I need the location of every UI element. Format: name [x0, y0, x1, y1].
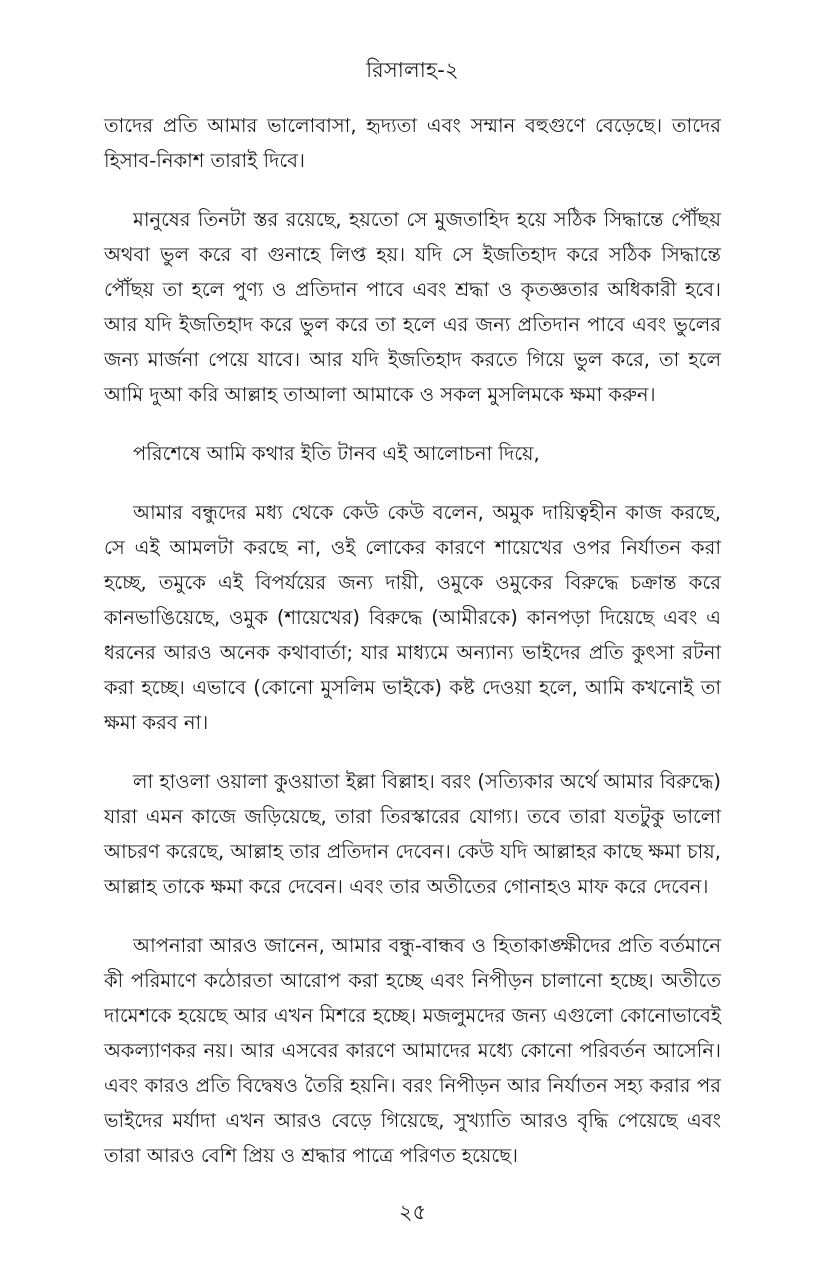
running-head-title: রিসালাহ-২ — [366, 58, 459, 82]
paragraph-persecution: আপনারা আরও জানেন, আমার বন্ধু-বান্ধব ও হিতাকাঙ্ক্ষীদের প্রতি বর্তমানে কী পরিমাণে কঠোরতা আরোপ করা হচ্ছে এবং নিপীড়ন চালানো হচ্ছে। অতীতে দামেশকে হয়েছে আর এখন মিশরে হচ্ছে। মজলুমদের জন্য এগুলো কোনোভাবেই অকল্যাণকর নয়। আর এসবের কারণে আমাদের মধ্যে কোনো পরিবর্তন আসেনি। এবং কারও প্রতি বিদ্বেষও তৈরি হয়নি। বরং নিপীড়ন আর নির্যাতন সহ্য করার পর ভাইদের মর্যাদা এখন আরও বেড়ে গিয়েছে, সুখ্যাতি আরও বৃদ্ধি পেয়েছে এবং তারা আরও বেশি প্রিয় ও শ্রদ্ধার পাত্রে পরিণত হয়েছে। — [104, 934, 721, 1167]
paragraph-conclusion-intro: পরিশেষে আমি কথার ইতি টানব এই আলোচনা দিয়ে, — [133, 442, 540, 465]
page-number: ২৫ — [398, 1200, 427, 1224]
body-text — [104, 108, 721, 1197]
paragraph-continuation: তাদের প্রতি আমার ভালোবাসা, হৃদ্যতা এবং সম্মান বহুগুণে বেড়েছে। তাদের হিসাব-নিকাশ তারাই দিবে। — [104, 114, 721, 172]
paragraph-three-levels: মানুষের তিনটা স্তর রয়েছে, হয়তো সে মুজতাহিদ হয়ে সঠিক সিদ্ধান্তে পৌঁছয় অথবা ভুল করে বা গুনাহে লিপ্ত হয়। যদি সে ইজতিহাদ করে সঠিক সিদ্ধান্তে পৌঁছয় তা হলে পুণ্য ও প্রতিদান পাবে এবং শ্রদ্ধা ও কৃতজ্ঞতার অধিকারী হবে। আর যদি ইজতিহাদ করে ভুল করে তা হলে এর জন্য প্রতিদান পাবে এবং ভুলের জন্য মার্জনা পেয়ে যাবে। আর যদি ইজতিহাদ করতে গিয়ে ভুল করে, তা হলে আমি দুআ করি আল্লাহ তাআলা আমাকে ও সকল মুসলিমকে ক্ষমা করুন। — [104, 208, 721, 406]
paragraph-la-hawla: লা হাওলা ওয়ালা কুওয়াতা ইল্লা বিল্লাহ। বরং (সত্যিকার অর্থে আমার বিরুদ্ধে) যারা এমন কাজে জড়িয়েছে, তারা তিরস্কারের যোগ্য। তবে তারা যতটুকু ভালো আচরণ করেছে, আল্লাহ তার প্রতিদান দেবেন। কেউ যদি আল্লাহর কাছে ক্ষমা চায়, আল্লাহ তাকে ক্ষমা করে দেবেন। এবং তার অতীতের গোনাহও মাফ করে দেবেন। — [104, 770, 721, 898]
paragraph-friends-complaints: আমার বন্ধুদের মধ্য থেকে কেউ কেউ বলেন, অমুক দায়িত্বহীন কাজ করছে, সে এই আমলটা করছে না, ওই লোকের কারণে শায়েখের ওপর নির্যাতন করা হচ্ছে, তমুকে এই বিপর্যয়ের জন্য দায়ী, ওমুকে ওমুকের বিরুদ্ধে চক্রান্ত করে কানভাঙিয়েছে, ওমুক (শায়েখের) বিরুদ্ধে (আমীরকে) কানপড়া দিয়েছে এবং এ ধরনের আরও অনেক কথাবার্তা; যার মাধ্যমে অন্যান্য ভাইদের প্রতি কুৎসা রটনা করা হচ্ছে। এভাবে (কোনো মুসলিম ভাইকে) কষ্ট দেওয়া হলে, আমি কখনোই তা ক্ষমা করব না। — [104, 501, 721, 734]
